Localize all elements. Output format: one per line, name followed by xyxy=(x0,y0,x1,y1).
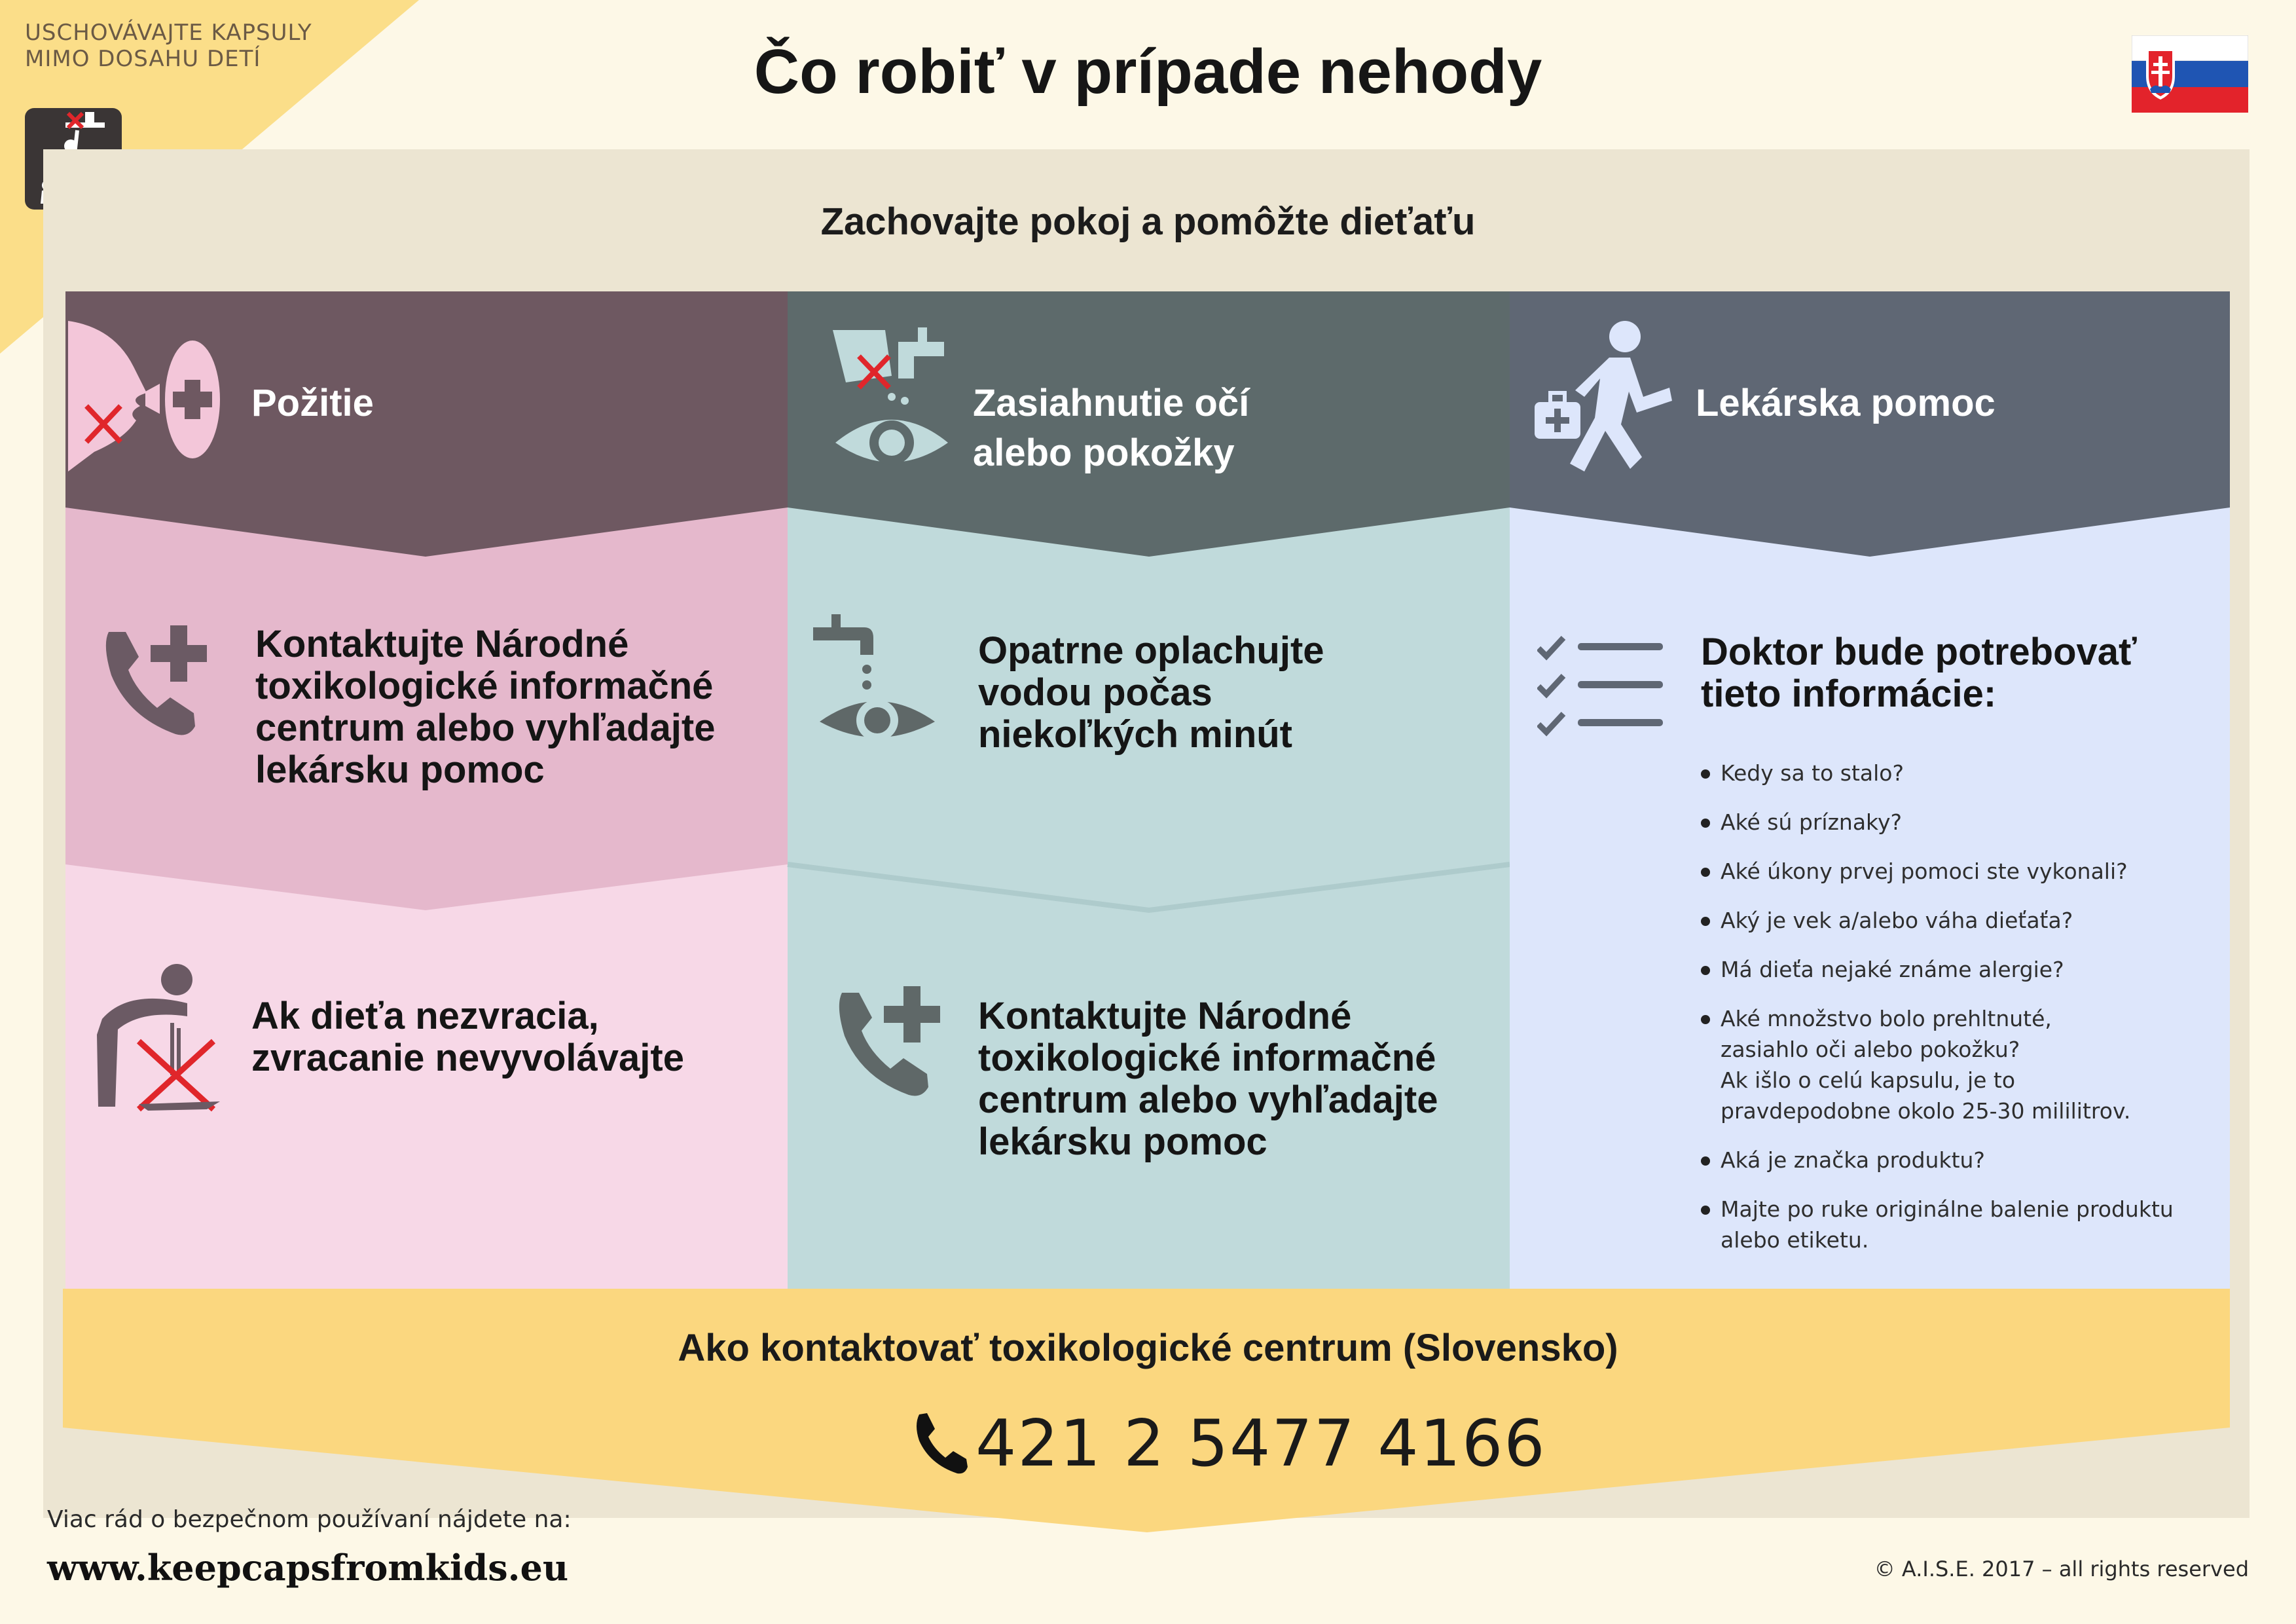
list-item xyxy=(1701,1003,2212,1126)
text-line: Aká je značka produktu? xyxy=(1721,1147,1985,1173)
text-line: alebo etiketu. xyxy=(1721,1227,1869,1253)
subtitle: Zachovajte pokoj a pomôžte dieťaťu xyxy=(820,200,1476,243)
page-title: Čo robiť v prípade nehody xyxy=(754,37,1542,107)
column-1-step-1-text xyxy=(255,623,715,791)
text-line: toxikologické informačné xyxy=(255,665,714,707)
column-2-header-line-1: Zasiahnutie očí xyxy=(973,382,1250,424)
list-item xyxy=(1701,856,2212,887)
corner-line-2: MIMO DOSAHU DETÍ xyxy=(25,46,261,72)
mouth-no-capsule-icon xyxy=(68,321,225,478)
list-item xyxy=(1701,758,2212,788)
text-line: Má dieťa nejaké známe alergie? xyxy=(1721,957,2064,982)
list-item xyxy=(1701,954,2212,985)
text-line: niekoľkých minút xyxy=(978,713,1293,756)
list-item xyxy=(1701,1145,2212,1175)
phone-plus-icon xyxy=(97,619,221,737)
text-line: Kedy sa to stalo? xyxy=(1721,760,1904,786)
column-3-header: Lekárska pomoc xyxy=(1696,382,1995,424)
text-line: vodou počas xyxy=(978,671,1212,714)
doctor-info-title xyxy=(1701,631,2137,715)
list-item xyxy=(1701,905,2212,936)
person-walking-medkit-icon xyxy=(1532,320,1676,477)
text-line: centrum alebo vyhľadajte xyxy=(978,1079,1438,1121)
text-line: Doktor bude potrebovať xyxy=(1701,631,2137,673)
text-line: zvracanie nevyvolávajte xyxy=(251,1037,684,1079)
text-line: Aké množstvo bolo prehltnuté, xyxy=(1721,1006,2052,1031)
website-link[interactable]: www.keepcapsfromkids.eu xyxy=(47,1547,569,1589)
text-line: Kontaktujte Národné xyxy=(255,623,629,665)
tap-eye-rinse-icon xyxy=(812,609,943,753)
text-line: Aký je vek a/alebo váha dieťaťa? xyxy=(1721,908,2073,933)
text-line: tieto informácie: xyxy=(1701,673,1997,715)
text-line: Majte po ruke originálne balenie produktu xyxy=(1721,1196,2174,1222)
column-1-header: Požitie xyxy=(251,382,374,424)
column-2-header xyxy=(973,378,1249,478)
phone-plus-icon xyxy=(830,980,955,1098)
text-line: pravdepodobne okolo 25-30 mililitrov. xyxy=(1721,1098,2131,1124)
text-line: zasiahlo oči alebo pokožku? xyxy=(1721,1037,2020,1062)
text-line: centrum alebo vyhľadajte xyxy=(255,707,716,749)
column-2-step-2-text xyxy=(978,995,1438,1163)
text-line: lekársku pomoc xyxy=(255,748,545,791)
text-line: Kontaktujte Národné xyxy=(978,995,1352,1037)
text-line: Opatrne oplachujte xyxy=(978,629,1324,672)
text-line: Aké úkony prvej pomoci ste vykonali? xyxy=(1721,858,2128,884)
list-item xyxy=(1701,807,2212,838)
column-2-header-line-2: alebo pokožky xyxy=(973,432,1235,474)
checklist-icon xyxy=(1537,634,1668,745)
corner-line-1: USCHOVÁVAJTE KAPSULY xyxy=(25,20,312,46)
phone-number[interactable]: 421 2 5477 4166 xyxy=(975,1407,1546,1481)
text-line: toxikologické informačné xyxy=(978,1037,1436,1079)
no-vomiting-icon xyxy=(89,963,227,1120)
doctor-questions-list xyxy=(1701,758,2212,1274)
phone-icon xyxy=(914,1409,969,1475)
footer-text: Viac rád o bezpečnom používaní nájdete na: xyxy=(47,1506,572,1533)
text-line: Ak dieťa nezvracia, xyxy=(251,995,599,1037)
copyright: © A.I.S.E. 2017 – all rights reserved xyxy=(1874,1557,2249,1581)
list-item xyxy=(1701,1194,2212,1255)
text-line: Ak išlo o celú kapsulu, je to xyxy=(1721,1067,2016,1093)
text-line: Aké sú príznaky? xyxy=(1721,809,1903,835)
text-line: lekársku pomoc xyxy=(978,1120,1267,1163)
column-2-step-1-text xyxy=(978,630,1324,756)
contact-title: Ako kontaktovať toxikologické centrum (Slovensko) xyxy=(678,1327,1618,1369)
column-1-step-2-text xyxy=(251,995,684,1079)
eye-tap-capsule-icon xyxy=(826,318,977,475)
